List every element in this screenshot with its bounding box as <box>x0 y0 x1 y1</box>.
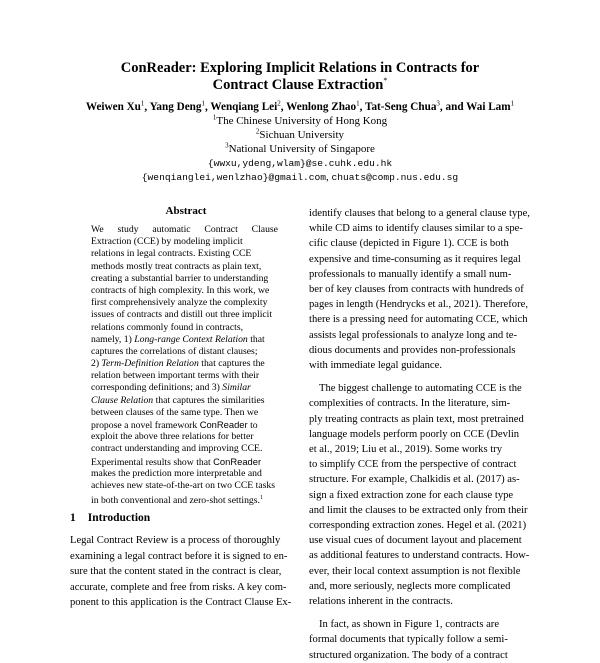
abstract-text: to <box>247 420 258 431</box>
author-list <box>0 100 600 114</box>
author-name: Wenqiang Lei <box>210 101 278 113</box>
body-line: to simplify CCE from the perspective of contract <box>309 459 517 471</box>
abstract-text: in both conventional and zero-shot settings. <box>91 495 260 507</box>
body-line: professionals to manually identify a small num- <box>309 268 512 280</box>
author-separator: , <box>144 101 150 113</box>
abstract-line <box>91 358 278 370</box>
paragraph-gap <box>309 609 535 617</box>
body-line: dious documents and provides non-professionals <box>309 344 516 356</box>
abstract-line: makes the prediction more interpretable and <box>91 467 262 479</box>
body-line: expensive and time-consuming as it requires legal <box>309 253 521 265</box>
paper-title <box>0 60 600 94</box>
abstract-text: that captures the <box>198 358 265 370</box>
author-name: Tat-Seng Chua <box>365 101 437 113</box>
abstract-line: relations commonly found in contracts, <box>91 321 244 333</box>
abstract-line: Extraction (CCE) by modeling implicit <box>91 236 243 248</box>
author-affiliation-mark: 1 <box>201 99 205 108</box>
body-line: there is a pressing need for automating CCE, which <box>309 314 528 326</box>
abstract-text: that captures the similarities <box>153 394 265 406</box>
body-line: language models perform poorly on CCE (Devlin <box>309 428 520 440</box>
title-line-2 <box>0 77 600 94</box>
section-number: 1 <box>70 512 76 524</box>
author-affiliation-mark: 1 <box>356 99 360 108</box>
body-line: structure. For example, Chalkidis et al. (2017) as- <box>309 474 520 486</box>
abstract-body <box>91 224 278 507</box>
author-separator: , <box>359 101 366 113</box>
body-line: as additional features to understand contracts. How- <box>309 550 530 562</box>
body-line: cific clause (depicted in Figure 1). CCE is both <box>309 238 509 250</box>
author-affiliation-mark: 3 <box>436 99 440 108</box>
abstract-text: Experimental results show that <box>91 456 214 468</box>
author-affiliation-mark: 2 <box>277 99 281 108</box>
affiliation-2 <box>0 128 600 142</box>
body-line: ever, their local context assumption is not flexible <box>309 565 521 577</box>
abstract-line: contract understanding and improving CCE. <box>91 443 263 455</box>
paragraph <box>309 381 535 609</box>
email-address[interactable]: {wwxu,ydeng,wlam}@se.cuhk.edu.hk <box>207 158 393 169</box>
body-line: sure that the content stated in the contract is clear, <box>70 566 282 578</box>
author-separator: , <box>205 101 211 113</box>
author-name: Weiwen Xu <box>85 101 141 113</box>
author <box>466 101 514 113</box>
body-line: identify clauses that belong to a general clause type, <box>309 208 530 219</box>
body-line: accurate, complete and free from risks. A key com- <box>70 581 287 593</box>
body-line: and limit the clauses to be extracted only from their <box>309 504 528 516</box>
section-title: Introduction <box>87 512 151 524</box>
abstract-text: propose a novel framework <box>91 420 200 431</box>
abstract-line: relations in legal contracts. Existing CCE <box>91 248 252 260</box>
body-line: while CD aims to identify clauses similar to a spe- <box>309 223 523 235</box>
email-line-1 <box>0 156 600 171</box>
email-address[interactable]: chuats@comp.nus.edu.sg <box>331 172 459 183</box>
abstract-heading: Abstract <box>165 205 207 217</box>
affiliation-number: 1 <box>212 113 217 122</box>
abstract-line: issues of contracts and distill out three implicit <box>91 309 273 321</box>
affiliation-3 <box>0 142 600 156</box>
author-separator: , <box>280 101 287 113</box>
affiliation-1 <box>0 114 600 128</box>
body-line: structured organization. The body of a contract <box>309 649 508 661</box>
author <box>150 101 211 113</box>
paragraph <box>309 617 535 663</box>
email-separator: , <box>326 171 332 183</box>
affiliation-name: The Chinese University of Hong Kong <box>216 115 388 127</box>
body-line: with immediate legal guidance. <box>309 360 442 372</box>
footnote-mark: 1 <box>259 495 263 502</box>
abstract-line: methods mostly treat contracts as plain text, <box>91 260 262 272</box>
abstract-emphasis: Clause Relation <box>91 394 154 406</box>
abstract-line <box>91 419 278 431</box>
author-separator: , and <box>439 101 467 113</box>
affiliation-name: National University of Singapore <box>228 143 375 155</box>
body-line: ply treating contracts as plain text, most pretrained <box>309 413 524 425</box>
body-line: In fact, as shown in Figure 1, contracts are <box>319 619 500 631</box>
body-line: et al., 2019; Liu et al., 2019). Some works try <box>309 444 503 456</box>
right-column-body <box>309 206 535 663</box>
left-column-body <box>70 533 296 611</box>
abstract-line <box>91 492 278 507</box>
abstract-text: 2) <box>91 358 102 370</box>
abstract-line: achieves new state-of-the-art on two CCE tasks <box>91 479 276 491</box>
abstract-line <box>91 456 278 468</box>
author-name: Wenlong Zhao <box>286 101 357 113</box>
abstract-line <box>91 395 278 407</box>
model-name: ConReader <box>199 419 248 430</box>
model-name: ConReader <box>213 455 262 467</box>
body-line: ber of key clauses from contracts with hundreds of <box>309 284 524 296</box>
body-line: assists legal professionals to analyze long and te- <box>309 329 517 341</box>
abstract-text: that <box>247 333 265 345</box>
abstract-emphasis: Long-range Context Relation <box>134 333 248 345</box>
paragraph <box>309 206 535 373</box>
abstract-line: We study automatic Contract Clause <box>91 224 278 235</box>
abstract-line <box>91 382 278 394</box>
body-line: The biggest challenge to automating CCE is the <box>319 383 522 395</box>
title-footnote-mark: * <box>383 76 388 86</box>
affiliation-number: 2 <box>255 127 260 136</box>
author <box>286 101 365 113</box>
abstract-line: relation between important terms with their <box>91 370 260 382</box>
abstract-line: contracts of high complexity. In this work, we <box>91 284 270 296</box>
author <box>365 101 466 113</box>
body-line: complexities of contracts. In the literature, sim- <box>309 398 511 410</box>
abstract-line: creating a substantial barrier to understanding <box>91 272 269 284</box>
abstract-text: namely, 1) <box>91 333 135 345</box>
body-line: Legal Contract Review is a process of thoroughly <box>70 535 281 546</box>
body-line: corresponding extraction zones. Hegel et al. (2021) <box>309 520 527 532</box>
email-address[interactable]: {wenqianglei,wenlzhao}@gmail.com <box>141 172 327 183</box>
email-line-2 <box>0 170 600 185</box>
author-name: Yang Deng <box>149 101 202 113</box>
author-affiliation-mark: 1 <box>510 99 515 108</box>
author-affiliation-mark: 1 <box>140 99 145 108</box>
author-name: Wai Lam <box>466 101 511 113</box>
body-line: examining a legal contract before it is signed to en- <box>70 550 288 562</box>
abstract-emphasis: Term-Definition Relation <box>101 358 199 370</box>
author <box>210 101 286 113</box>
abstract-line: first comprehensively analyze the complexity <box>91 297 268 309</box>
abstract-line: captures the correlations of distant clauses; <box>91 345 258 357</box>
body-line: pages in length (Hendrycks et al., 2021). Therefore, <box>309 299 528 311</box>
abstract-emphasis: Similar <box>222 382 251 394</box>
affiliation-number: 3 <box>225 141 229 150</box>
abstract-text: corresponding definitions; and 3) <box>91 382 223 394</box>
affiliation-name: Sichuan University <box>259 129 345 141</box>
body-line: use visual cues of document layout and placement <box>309 535 522 547</box>
title-line-1: ConReader: Exploring Implicit Relations in Contracts for <box>120 60 480 76</box>
abstract-line: between clauses of the same type. Then we <box>91 406 259 418</box>
body-line: ponent to this application is the Contract Clause Ex- <box>70 597 292 609</box>
body-line: formal documents that typically follow a semi- <box>309 634 508 646</box>
abstract-line <box>91 334 278 346</box>
abstract-line: exploit the above three relations for better <box>91 431 254 443</box>
body-line: sign a fixed extraction zone for each clause type <box>309 489 514 501</box>
title-line-2-text: Contract Clause Extraction <box>212 77 384 93</box>
body-line: and, more seriously, neglects more complicated <box>309 580 511 592</box>
author <box>86 101 150 113</box>
body-line: relations inherent in the contracts. <box>309 596 453 608</box>
section-heading-introduction <box>70 512 150 524</box>
paragraph-gap <box>309 373 535 381</box>
